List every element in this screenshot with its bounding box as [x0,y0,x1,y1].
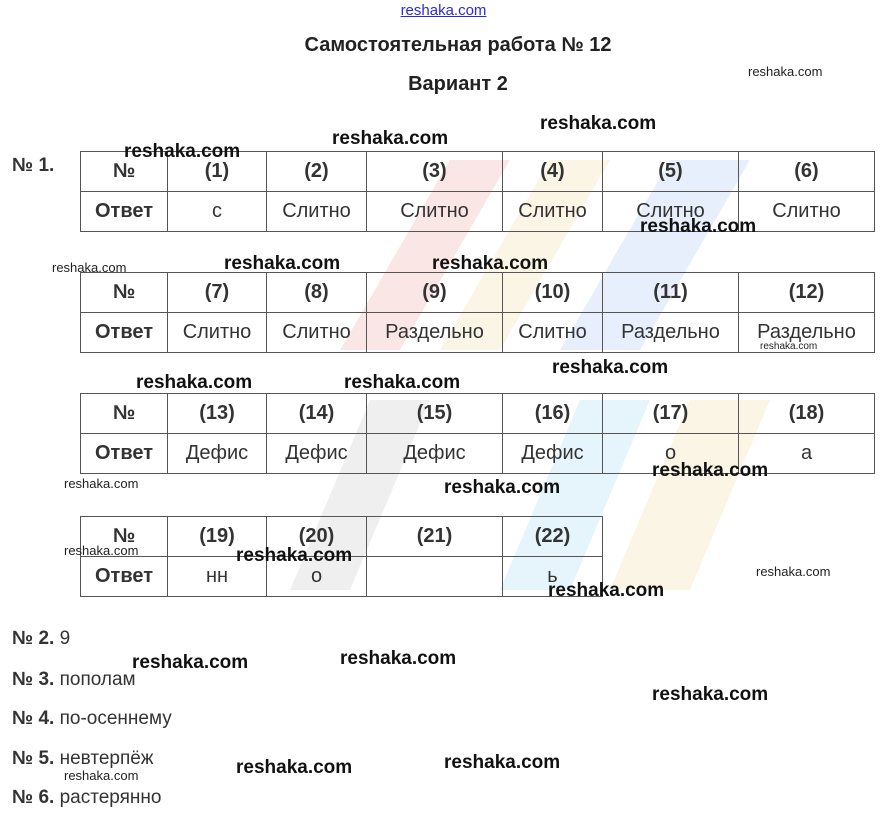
answer-header: Ответ [81,313,168,353]
watermark: reshaka.com [136,372,253,393]
answer-3 [12,669,136,691]
answer-cell: Дефис [503,434,603,474]
task-num: (8) [267,273,367,313]
watermark: reshaka.com [548,580,665,601]
answer-label: № 6. [12,787,55,808]
task-num: (22) [503,517,603,557]
answer-cell: Раздельно [603,313,739,353]
answer-cell: Слитно [503,192,603,232]
answer-cell: Слитно [267,192,367,232]
answer-cell: Слитно [367,192,503,232]
watermark: reshaka.com [124,141,241,162]
task-num: (14) [267,394,367,434]
answer-cell: ь [503,557,603,597]
answer-label: № 5. [12,748,55,769]
task-num: (5) [603,152,739,192]
answer-header: Ответ [81,434,168,474]
answer-value: 9 [59,628,71,649]
answer-cell: Дефис [267,434,367,474]
watermark: reshaka.com [652,684,769,705]
task-num: (18) [739,394,875,434]
task-num: (7) [168,273,267,313]
watermark: reshaka.com [540,113,657,134]
task-num: (4) [503,152,603,192]
task-num: (1) [168,152,267,192]
answer-6 [12,787,161,809]
answer-label: № 4. [12,708,55,729]
answer-cell: о [603,434,739,474]
answer-header: Ответ [81,192,168,232]
answer-cell: Слитно [603,192,739,232]
table-row [81,394,875,434]
task-num: (9) [367,273,503,313]
watermark: reshaka.com [760,341,818,352]
answer-cell: Слитно [739,192,875,232]
answer-cell: с [168,192,267,232]
task-num: (6) [739,152,875,192]
watermark: reshaka.com [64,543,139,558]
task-1-label: № 1. [12,155,55,176]
answer-cell: Дефис [367,434,503,474]
answer-cell: Раздельно [739,313,875,353]
table-row [81,273,875,313]
answer-label: № 3. [12,669,55,690]
task-num: (10) [503,273,603,313]
answer-value: невтерпёж [59,748,154,769]
watermark: reshaka.com [236,545,353,566]
watermark: reshaka.com [64,768,139,783]
watermark: reshaka.com [224,253,341,274]
answer-5 [12,748,154,770]
answer-cell: Дефис [168,434,267,474]
watermark: reshaka.com [132,652,249,673]
watermark: reshaka.com [52,260,127,275]
answer-cell: нн [168,557,267,597]
watermark: reshaka.com [552,357,669,378]
answer-cell: о [267,557,367,597]
task-num: (11) [603,273,739,313]
task-num: (21) [367,517,503,557]
answer-cell: Слитно [503,313,603,353]
watermark: reshaka.com [332,128,449,149]
task-num: (19) [168,517,267,557]
num-header: № [81,152,168,192]
answer-cell: Слитно [267,313,367,353]
answer-cell: Слитно [168,313,267,353]
watermark: reshaka.com [344,372,461,393]
watermark: reshaka.com [756,564,831,579]
answer-cell [367,557,503,597]
answer-cell: а [739,434,875,474]
answer-cell: Раздельно [367,313,503,353]
watermark: reshaka.com [444,477,561,498]
answer-value: по-осеннему [59,708,172,729]
task-num: (15) [367,394,503,434]
watermark: reshaka.com [64,476,139,491]
answer-4 [12,708,172,730]
task-num: (16) [503,394,603,434]
task-num: (2) [267,152,367,192]
num-header: № [81,517,168,557]
num-header: № [81,273,168,313]
site-link[interactable]: reshaka.com [400,2,487,19]
watermark: reshaka.com [652,460,769,481]
num-header: № [81,394,168,434]
watermark: reshaka.com [236,757,353,778]
answer-label: № 2. [12,628,55,649]
task-num: (17) [603,394,739,434]
task-num: (3) [367,152,503,192]
watermark: reshaka.com [748,64,823,79]
task-num: (20) [267,517,367,557]
task-num: (12) [739,273,875,313]
watermark: reshaka.com [432,253,549,274]
answer-table-2 [80,272,875,353]
watermark: reshaka.com [340,648,457,669]
answer-header: Ответ [81,557,168,597]
watermark: reshaka.com [444,752,561,773]
answer-2 [12,628,70,650]
page-title: Самостоятельная работа № 12 [304,34,612,56]
table-row [81,313,875,353]
answer-value: пополам [59,669,136,690]
answer-value: растерянно [59,787,162,808]
variant-title: Вариант 2 [408,73,508,95]
task-num: (13) [168,394,267,434]
watermark: reshaka.com [640,216,757,237]
